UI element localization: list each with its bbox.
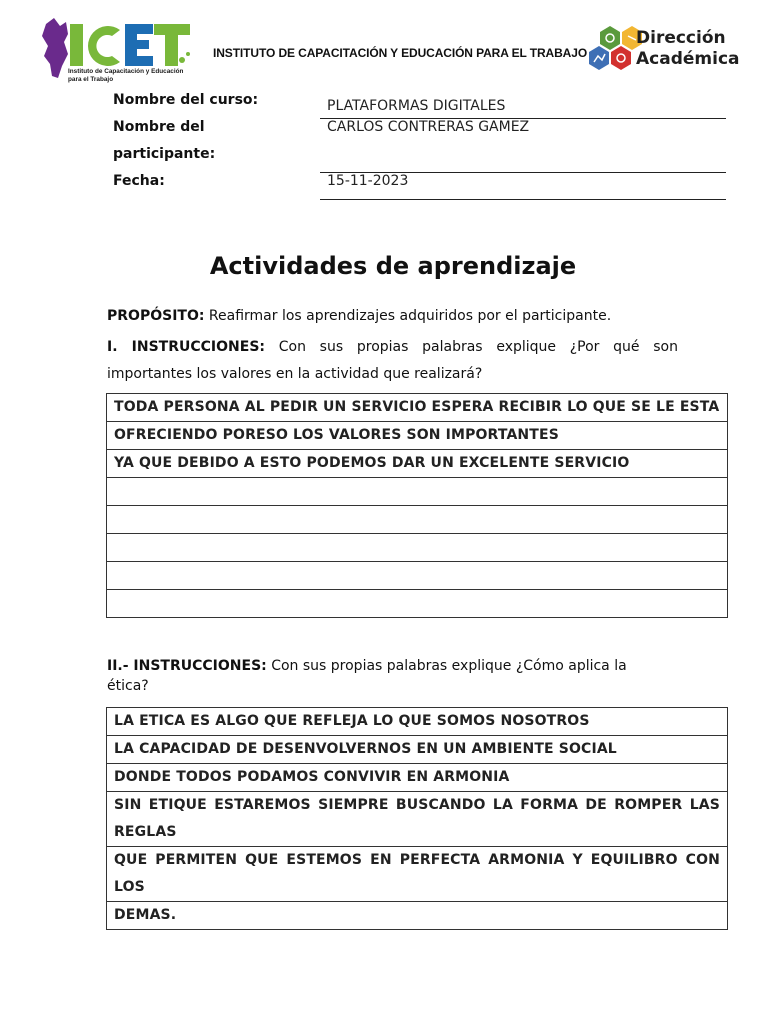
- section1-text-line1: Con sus propias palabras explique ¿Por qué son: [265, 339, 678, 355]
- answer-cell[interactable]: [107, 478, 728, 506]
- section1-instructions-line1: [107, 339, 678, 355]
- answer-cell[interactable]: YA QUE DEBIDO A ESTO PODEMOS DAR UN EXCELENTE SERVICIO: [107, 450, 728, 478]
- answer-cell[interactable]: QUE PERMITEN QUE ESTEMOS EN PERFECTA ARMONIA Y EQUILIBRO CON LOS: [107, 847, 728, 902]
- direccion-academica-logo-text: [636, 28, 740, 70]
- course-name-value: PLATAFORMAS DIGITALES: [327, 98, 506, 114]
- page-title: Actividades de aprendizaje: [209, 252, 577, 280]
- date-label: Fecha:: [113, 173, 165, 189]
- table-row: [107, 506, 728, 534]
- section1-answer-table: [106, 393, 728, 618]
- answer-cell[interactable]: TODA PERSONA AL PEDIR UN SERVICIO ESPERA RECIBIR LO QUE SE LE ESTA: [107, 394, 728, 422]
- section2-label: II.- INSTRUCCIONES:: [107, 658, 267, 674]
- answer-cell[interactable]: [107, 562, 728, 590]
- table-row: [107, 708, 728, 736]
- section1-instructions-line2: importantes los valores en la actividad que realizará?: [107, 366, 483, 382]
- institute-name: INSTITUTO DE CAPACITACIÓN Y EDUCACIÓN PARA EL TRABAJO: [213, 46, 588, 60]
- table-row: [107, 590, 728, 618]
- participant-value: CARLOS CONTRERAS GAMEZ: [327, 119, 530, 135]
- table-row: [107, 478, 728, 506]
- answer-cell[interactable]: DEMAS.: [107, 902, 728, 930]
- icet-logo-subtitle: Instituto de Capacitación y Educación para el Trabajo: [68, 68, 184, 83]
- answer-cell[interactable]: OFRECIENDO PORESO LOS VALORES SON IMPORTANTES: [107, 422, 728, 450]
- answer-cell[interactable]: [107, 534, 728, 562]
- table-row: [107, 450, 728, 478]
- purpose-label: PROPÓSITO:: [107, 308, 205, 324]
- purpose-text: Reafirmar los aprendizajes adquiridos por el participante.: [204, 308, 612, 324]
- course-name-label: Nombre del curso:: [113, 92, 259, 108]
- table-row: [107, 847, 728, 902]
- direccion-logo-line2: Académica: [636, 49, 740, 69]
- section2-text-line1: Con sus propias palabras explique ¿Cómo aplica la: [266, 658, 627, 674]
- participant-label-line1: Nombre del: [113, 119, 205, 135]
- section2-instructions-line2: ética?: [107, 678, 149, 694]
- answer-cell[interactable]: LA CAPACIDAD DE DESENVOLVERNOS EN UN AMBIENTE SOCIAL: [107, 736, 728, 764]
- purpose-paragraph: [107, 308, 611, 324]
- table-row: [107, 792, 728, 847]
- table-row: [107, 736, 728, 764]
- icet-logo: [40, 16, 195, 92]
- date-underline: [320, 199, 726, 200]
- section1-label: I. INSTRUCCIONES:: [107, 339, 266, 355]
- table-row: [107, 422, 728, 450]
- table-row: [107, 534, 728, 562]
- section2-answer-table: [106, 707, 728, 930]
- direccion-logo-line1: Dirección: [636, 28, 726, 48]
- answer-cell[interactable]: [107, 590, 728, 618]
- date-value: 15-11-2023: [327, 173, 409, 189]
- participant-label-line2: participante:: [113, 146, 216, 162]
- section2-instructions-line1: [107, 658, 627, 674]
- table-row: [107, 902, 728, 930]
- answer-cell[interactable]: LA ETICA ES ALGO QUE REFLEJA LO QUE SOMOS NOSOTROS: [107, 708, 728, 736]
- answer-cell[interactable]: [107, 506, 728, 534]
- table-row: [107, 562, 728, 590]
- answer-cell[interactable]: SIN ETIQUE ESTAREMOS SIEMPRE BUSCANDO LA FORMA DE ROMPER LAS REGLAS: [107, 792, 728, 847]
- table-row: [107, 394, 728, 422]
- answer-cell[interactable]: DONDE TODOS PODAMOS CONVIVIR EN ARMONIA: [107, 764, 728, 792]
- table-row: [107, 764, 728, 792]
